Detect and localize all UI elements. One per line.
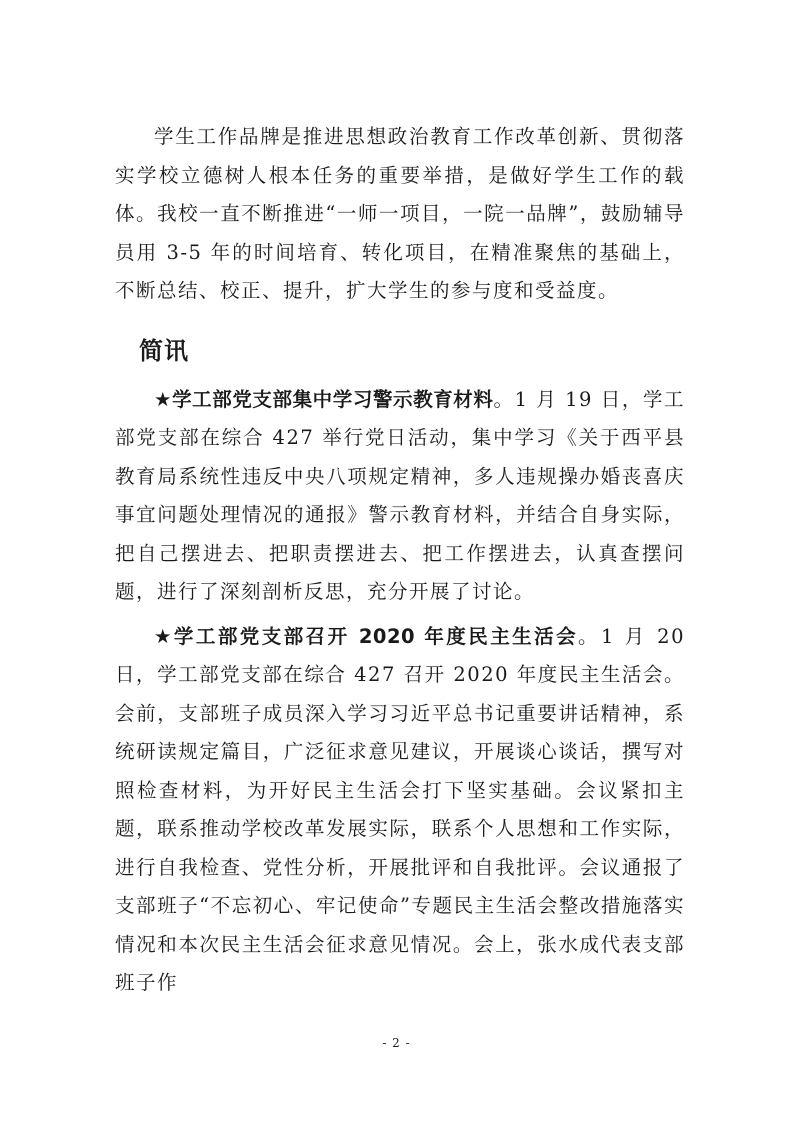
news-body: 。1 月 19 日，学工部党支部在综合 427 举行党日活动，集中学习《关于西平县教育局系统性违反中央八项规定精神，多人违规操办婚丧喜庆事宜问题处理情况的通报》警示教育材料，并结合自身实际，把自己摆进去、把职责摆进去、把工作摆进去，认真查摆问题，进行了深刻剖析反思，充分开展了讨论。	[115, 387, 685, 603]
page-number: - 2 -	[382, 1036, 411, 1050]
document-body	[115, 118, 685, 1009]
news-body: 。1 月 20 日，学工部党支部在综合 427 召开 2020 年度民主生活会。会前，支部班子成员深入学习习近平总书记重要讲话精神，系统研读规定篇目，广泛征求意见建议，开展谈心谈话，撰写对照检查材料，为开好民主生活会打下坚实基础。会议紧扣主题，联系推动学校改革发展实际，联系个人思想和工作实际，进行自我检查、党性分析，开展批评和自我批评。会议通报了支部班子“不忘初心、牢记使命”专题民主生活会整改措施落实情况和本次民主生活会征求意见情况。会上，张水成代表支部班子作	[115, 624, 685, 994]
section-title: 简讯	[139, 336, 189, 365]
intro-paragraph: 学生工作品牌是推进思想政治教育工作改革创新、贯彻落实学校立德树人根本任务的重要举措，是做好学生工作的载体。我校一直不断推进“一师一项目，一院一品牌”，鼓励辅导员用 3-5 年的时间培育、转化项目，在精准聚焦的基础上，不断总结、校正、提升，扩大学生的参与度和受益度。	[115, 125, 685, 302]
news-headline: ★学工部党支部召开 2020 年度民主生活会	[154, 624, 579, 648]
news-headline: ★学工部党支部集中学习警示教育材料	[154, 387, 494, 411]
news-item	[115, 618, 685, 1003]
news-item	[115, 381, 685, 612]
